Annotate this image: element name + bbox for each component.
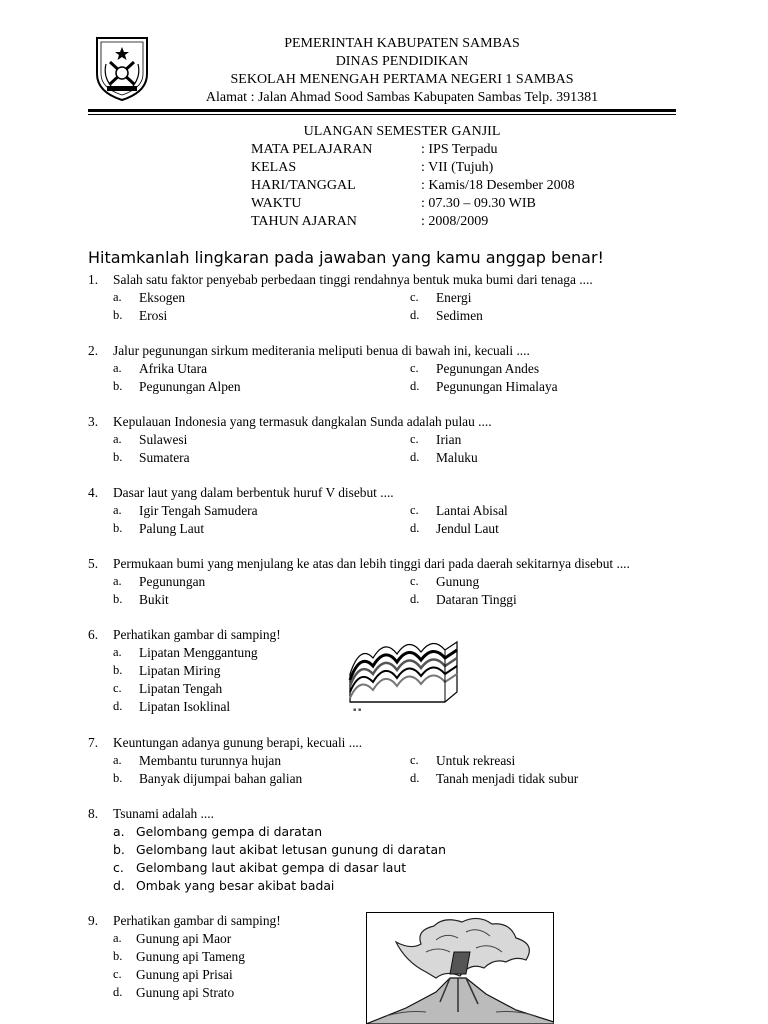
question-number: 2. — [88, 343, 99, 358]
header-government: PEMERINTAH KABUPATEN SAMBAS — [284, 36, 520, 51]
header-school: SEKOLAH MENENGAH PERTAMA NEGERI 1 SAMBAS — [230, 72, 574, 87]
header-department: DINAS PENDIDIKAN — [335, 54, 469, 69]
header-address: Alamat : Jalan Ahmad Sood Sambas Kabupaten Sambas Telp. 391381 — [205, 90, 599, 105]
instruction-text: Hitamkanlah lingkaran pada jawaban yang kamu anggap benar! — [88, 248, 604, 267]
question-number: 1. — [88, 272, 99, 287]
rock-fold-illustration — [345, 634, 463, 712]
meta-value: : 2008/2009 — [421, 214, 489, 229]
meta-value: : Kamis/18 Desember 2008 — [421, 178, 575, 193]
question-number: 9. — [88, 913, 99, 928]
question-text: Dasar laut yang dalam berbentuk huruf V disebut .... — [113, 485, 394, 500]
question-number: 5. — [88, 556, 99, 571]
meta-key: MATA PELAJARAN — [251, 142, 373, 157]
meta-value: : 07.30 – 09.30 WIB — [421, 196, 536, 211]
question-text: Perhatikan gambar di samping! — [113, 913, 281, 928]
svg-text:▪ ▪: ▪ ▪ — [353, 707, 362, 712]
meta-key: WAKTU — [251, 196, 302, 211]
question-text: Jalur pegunungan sirkum mediterania meliputi benua di bawah ini, kecuali .... — [113, 343, 530, 358]
question-text: Perhatikan gambar di samping! — [113, 627, 281, 642]
meta-key: HARI/TANGGAL — [251, 178, 356, 193]
question-text: Tsunami adalah .... — [113, 806, 214, 821]
question-number: 7. — [88, 735, 99, 750]
regency-emblem-logo — [93, 34, 151, 102]
exam-page: PEMERINTAH KABUPATEN SAMBAS DINAS PENDIDIKAN SEKOLAH MENENGAH PERTAMA NEGERI 1 SAMBAS Alamat : Jalan Ahmad Sood Sambas Kabupaten Sambas Telp. 391381 ULANGAN SEMESTER GANJIL MATA PELAJARAN : IPS Terpadu KELAS : VII (Tujuh) HARI/TANGGAL : Kamis/18 Desember 2008 WAKTU : 07.30 – 09.30 WIB TAHUN AJARAN : 2008/2009 Hitamkanlah lingkaran pada jawaban yang kamu anggap benar! 1. Salah satu faktor penyebab perbedaan tinggi rendahnya bentuk muka bumi dari tenaga .... a. Eksogen b. Erosi c. Energi d. Sedimen 2. Jalur pegunungan sirkum mediterania meliputi benua di bawah ini, kecuali .... a. Afrika Utara b. Pegunungan Alpen c. Pegunungan Andes d. Pegunungan Himalaya 3. Kepulauan Indonesia yang termasuk dangkalan Sunda adalah pulau .... a. Sulawesi b. Sumatera c. Irian d. Maluku 4. Dasar laut yang dalam berbentuk huruf V disebut .... a. Igir Tengah Samudera b. Palung Laut c. Lantai Abisal d. Jendul Laut 5. Permukaan bumi yang menjulang ke atas dan lebih tinggi dari pada daerah sekitarnya disebut .... a. Pegunungan b. Bukit c. Gunung d. Dataran Tinggi 6. Perhatikan gambar di samping! a. Lipatan Menggantung b. Lipatan Miring c. Lipatan Tengah d. Lipatan Isoklinal ▪ ▪ 7. Keuntungan adanya gunung berapi, kecuali .... a. Membantu turunnya hujan b. Banyak dijumpai bahan galian c. Untuk rekreasi d. Tanah menjadi tidak subur 8. Tsunami adalah .... a. Gelombang gempa di daratan b. Gelombang laut akibat letusan gunung di daratan c. Gelombang laut akibat gempa di dasar laut d. Ombak yang besar akibat badai 9. Perhatikan gambar di samping! a. Gunung api Maor b. Gunung api Tameng c. Gunung api Prisai d. Gunung api Strato — [0, 0, 768, 1024]
question-number: 6. — [88, 627, 99, 642]
exam-title: ULANGAN SEMESTER GANJIL — [303, 124, 501, 139]
question-text: Keuntungan adanya gunung berapi, kecuali .... — [113, 735, 363, 750]
question-number: 3. — [88, 414, 99, 429]
volcano-eruption-illustration — [366, 912, 554, 1024]
question-text: Salah satu faktor penyebab perbedaan tinggi rendahnya bentuk muka bumi dari tenaga .... — [113, 272, 593, 287]
question-text: Permukaan bumi yang menjulang ke atas dan lebih tinggi dari pada daerah sekitarnya disebut .... — [113, 556, 630, 571]
meta-value: : IPS Terpadu — [421, 142, 498, 157]
header-rule-thin — [88, 114, 676, 115]
meta-key: TAHUN AJARAN — [251, 214, 357, 229]
meta-key: KELAS — [251, 160, 297, 175]
meta-value: : VII (Tujuh) — [421, 160, 494, 175]
question-number: 4. — [88, 485, 99, 500]
question-number: 8. — [88, 806, 99, 821]
question-text: Kepulauan Indonesia yang termasuk dangkalan Sunda adalah pulau .... — [113, 414, 492, 429]
header-rule-thick — [88, 109, 676, 112]
